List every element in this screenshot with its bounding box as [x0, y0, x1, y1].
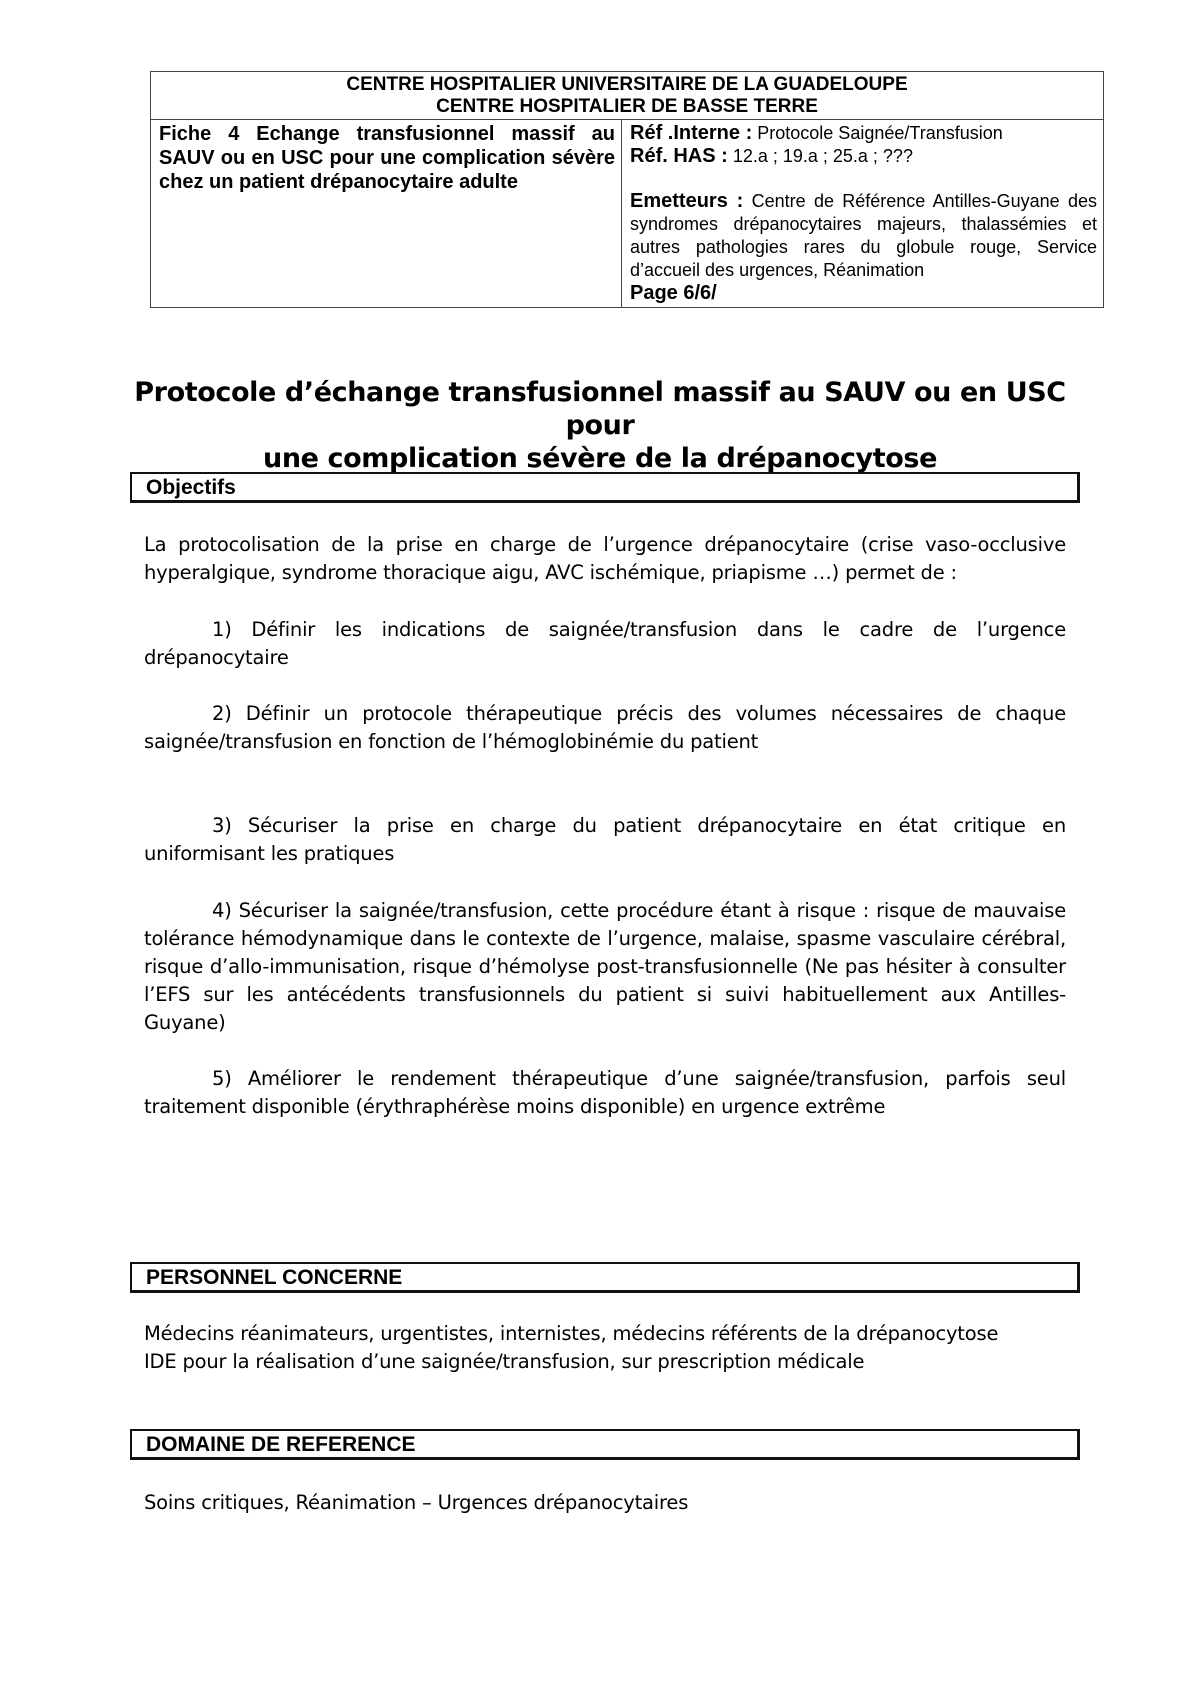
hospital-line-1: CENTRE HOSPITALIER UNIVERSITAIRE DE LA GUADELOUPE	[346, 74, 908, 95]
hospital-names	[151, 72, 1104, 120]
objectif-item-3	[144, 812, 1066, 868]
objectif-text-3: 3) Sécuriser la prise en charge du patient drépanocytaire en état critique en uniformisant les pratiques	[144, 814, 1066, 865]
ref-has-label: Réf. HAS :	[630, 145, 728, 167]
objectif-item-1	[144, 616, 1066, 672]
objectif-text-1: 1) Définir les indications de saignée/transfusion dans le cadre de l’urgence drépanocytaire	[144, 618, 1066, 669]
references-cell	[622, 120, 1104, 308]
title-line-1: Protocole d’échange transfusionnel massif au SAUV ou en USC pour	[134, 377, 1066, 441]
domaine-line: Soins critiques, Réanimation – Urgences drépanocytaires	[144, 1491, 689, 1514]
objectifs-intro-text: La protocolisation de la prise en charge de l’urgence drépanocytaire (crise vaso-occlusive hyperalgique, syndrome thoracique aigu, AVC ischémique, priapisme …) permet de :	[144, 533, 1066, 584]
objectif-item-5	[144, 1065, 1066, 1121]
objectif-text-5: 5) Améliorer le rendement thérapeutique d’une saignée/transfusion, parfois seul traitement disponible (érythraphérèse moins disponible) en urgence extrême	[144, 1067, 1066, 1118]
section-heading-objectifs: Objectifs	[130, 472, 1080, 503]
ref-interne	[630, 122, 1097, 145]
title-line-2: une complication sévère de la drépanocytose	[263, 443, 937, 474]
objectif-text-2: 2) Définir un protocole thérapeutique précis des volumes nécessaires de chaque saignée/transfusion en fonction de l’hémoglobinémie du patient	[144, 702, 1066, 753]
ref-interne-value: Protocole Saignée/Transfusion	[757, 123, 1003, 143]
ref-has-value: 12.a ; 19.a ; 25.a ; ???	[732, 146, 913, 166]
document-title	[120, 376, 1080, 475]
personnel-text	[144, 1320, 1066, 1376]
emetteurs	[630, 190, 1097, 282]
emetteurs-value: Centre de Référence Antilles-Guyane des syndromes drépanocytaires majeurs, thalassémies et autres pathologies rares du globule rouge, Service d’accueil des urgences, Réanimation	[630, 191, 1097, 280]
objectif-item-2	[144, 700, 1066, 756]
page-number: Page 6/6/	[630, 282, 717, 304]
emetteurs-label: Emetteurs :	[630, 190, 744, 212]
section-heading-personnel: PERSONNEL CONCERNE	[130, 1262, 1080, 1293]
document-header-table	[150, 71, 1104, 308]
objectifs-intro	[144, 531, 1066, 587]
objectif-text-4: 4) Sécuriser la saignée/transfusion, cette procédure étant à risque : risque de mauvaise tolérance hémodynamique dans le contexte de l’urgence, malaise, spasme vasculaire cérébral, risque d’allo-immunisation, risque d’hémolyse post-transfusionnelle (Ne pas hésiter à consulter l’EFS sur les antécédents transfusionnels du patient si suivi habituellement aux Antilles-Guyane)	[144, 899, 1066, 1034]
objectif-item-4	[144, 897, 1066, 1037]
domaine-text	[144, 1489, 1066, 1517]
hospital-line-2: CENTRE HOSPITALIER DE BASSE TERRE	[436, 96, 818, 117]
fiche-title: Fiche 4 Echange transfusionnel massif au SAUV ou en USC pour une complication sévère chez un patient drépanocytaire adulte	[151, 120, 622, 308]
section-heading-domaine: DOMAINE DE REFERENCE	[130, 1429, 1080, 1460]
personnel-line-2: IDE pour la réalisation d’une saignée/transfusion, sur prescription médicale	[144, 1350, 865, 1373]
ref-interne-label: Réf .Interne :	[630, 122, 753, 144]
personnel-line-1: Médecins réanimateurs, urgentistes, internistes, médecins référents de la drépanocytose	[144, 1322, 999, 1345]
ref-has	[630, 145, 1097, 168]
